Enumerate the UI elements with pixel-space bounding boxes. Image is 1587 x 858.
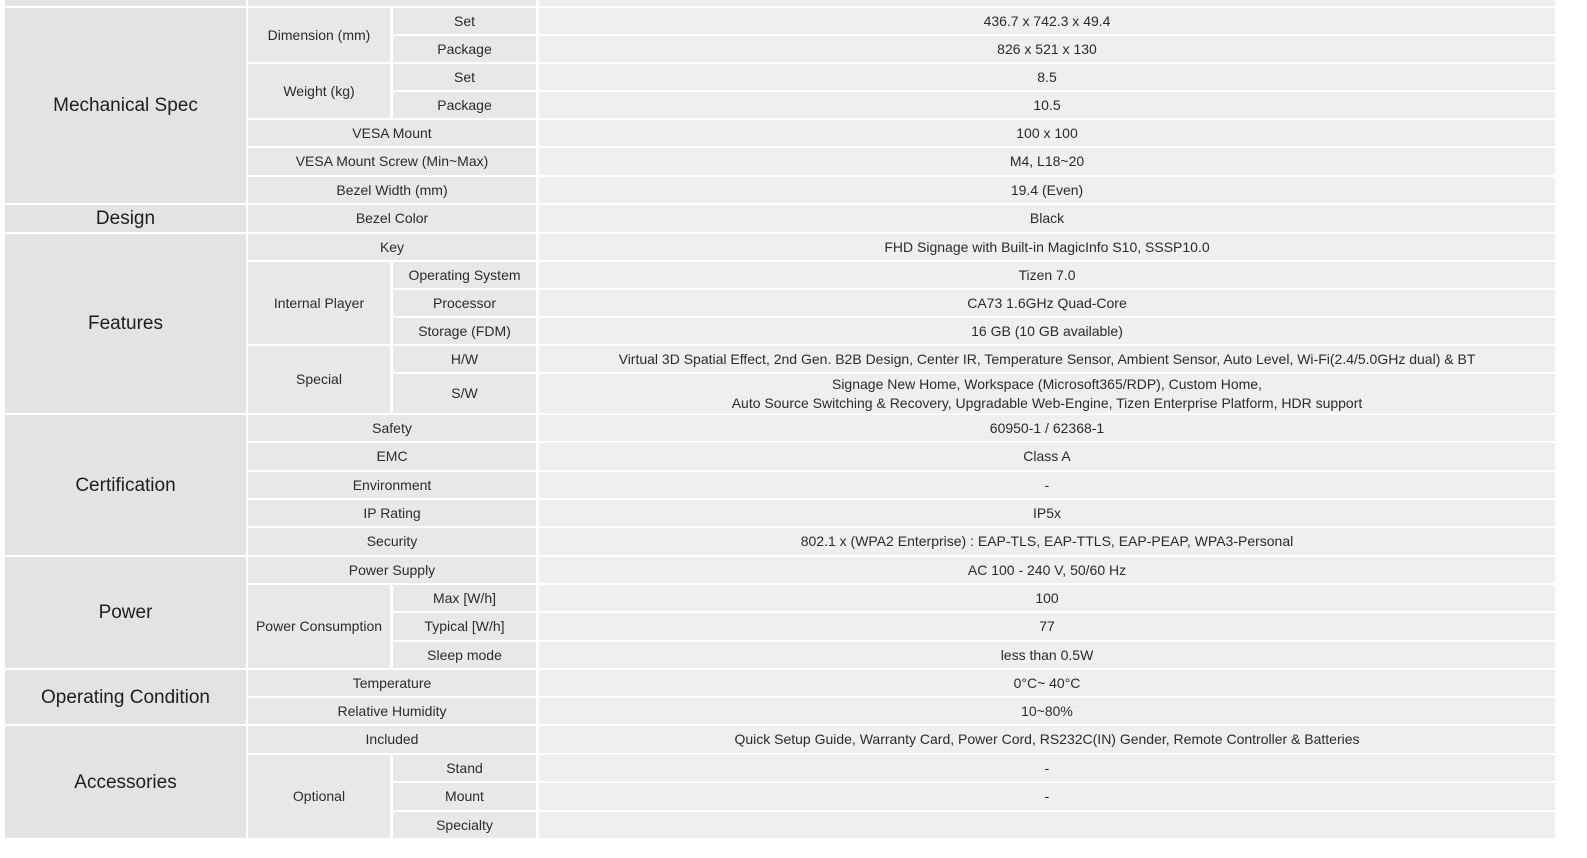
label-ip-rating: IP Rating [248,500,536,526]
value-humidity: 10~80% [539,698,1555,724]
value-sw-line1: Signage New Home, Workspace (Microsoft365/RDP), Custom Home, [831,375,1262,392]
value-vesa-mount: 100 x 100 [539,120,1555,146]
label-vesa-screw: VESA Mount Screw (Min~Max) [248,148,536,175]
value-environment: - [539,472,1555,498]
section-features: Features [5,234,246,413]
label-weight-package: Package [393,92,536,118]
label-storage: Storage (FDM) [393,318,536,344]
label-vesa-mount: VESA Mount [248,120,536,146]
label-mount: Mount [393,783,536,810]
section-mechanical-spec: Mechanical Spec [5,8,246,203]
value-processor: CA73 1.6GHz Quad-Core [539,290,1555,316]
label-humidity: Relative Humidity [248,698,536,724]
label-dimension-package: Package [393,36,536,62]
value-power-supply: AC 100 - 240 V, 50/60 Hz [539,557,1555,583]
value-dimension-set: 436.7 x 742.3 x 49.4 [539,8,1555,34]
value-os: Tizen 7.0 [539,262,1555,288]
label-sleep: Sleep mode [393,642,536,668]
label-power-supply: Power Supply [248,557,536,583]
value-weight-package: 10.5 [539,92,1555,118]
label-security: Security [248,528,536,555]
section-operating-condition: Operating Condition [5,670,246,724]
value-included: Quick Setup Guide, Warranty Card, Power Cord, RS232C(IN) Gender, Remote Controller & Batteries [539,726,1555,753]
label-typical: Typical [W/h] [393,613,536,640]
value-temperature: 0°C~ 40°C [539,670,1555,696]
label-os: Operating System [393,262,536,288]
label-dimension-set: Set [393,8,536,34]
value-specialty [539,812,1555,838]
value-safety: 60950-1 / 62368-1 [539,415,1555,441]
value-stand: - [539,755,1555,781]
label-optional: Optional [248,755,390,838]
value-bezel-width: 19.4 (Even) [539,177,1555,203]
label-special: Special [248,346,390,413]
label-power-consumption: Power Consumption [248,585,390,668]
label-dimension: Dimension (mm) [248,8,390,62]
value-hw: Virtual 3D Spatial Effect, 2nd Gen. B2B Design, Center IR, Temperature Sensor, Ambient Sensor, Auto Level, Wi-Fi(2.4/5.0GHz dual) & BT [539,346,1555,372]
label-processor: Processor [393,290,536,316]
value-storage: 16 GB (10 GB available) [539,318,1555,344]
top-strip-sub [248,0,536,6]
value-typical: 77 [539,613,1555,640]
value-weight-set: 8.5 [539,64,1555,90]
label-temperature: Temperature [248,670,536,696]
section-certification: Certification [5,415,246,555]
value-max: 100 [539,585,1555,611]
label-specialty: Specialty [393,812,536,838]
label-hw: H/W [393,346,536,372]
label-emc: EMC [248,443,536,470]
label-max: Max [W/h] [393,585,536,611]
label-key: Key [248,234,536,260]
section-accessories: Accessories [5,726,246,838]
value-ip-rating: IP5x [539,500,1555,526]
value-key: FHD Signage with Built-in MagicInfo S10, SSSP10.0 [539,234,1555,260]
value-sw-line2: Auto Source Switching & Recovery, Upgradable Web-Engine, Tizen Enterprise Platform, HDR support [731,394,1363,411]
label-safety: Safety [248,415,536,441]
label-weight: Weight (kg) [248,64,390,118]
section-power: Power [5,557,246,668]
label-included: Included [248,726,536,753]
value-security: 802.1 x (WPA2 Enterprise) : EAP-TLS, EAP-TTLS, EAP-PEAP, WPA3-Personal [539,528,1555,555]
label-environment: Environment [248,472,536,498]
value-vesa-screw: M4, L18~20 [539,148,1555,175]
label-sw: S/W [393,374,536,413]
value-sw [539,374,1555,413]
top-strip-category [5,0,246,6]
value-bezel-color: Black [539,205,1555,232]
value-dimension-package: 826 x 521 x 130 [539,36,1555,62]
label-weight-set: Set [393,64,536,90]
section-design: Design [5,205,246,232]
label-internal-player: Internal Player [248,262,390,344]
value-mount: - [539,783,1555,810]
label-stand: Stand [393,755,536,781]
label-bezel-color: Bezel Color [248,205,536,232]
top-strip-value [539,0,1555,6]
value-sleep: less than 0.5W [539,642,1555,668]
value-emc: Class A [539,443,1555,470]
label-bezel-width: Bezel Width (mm) [248,177,536,203]
